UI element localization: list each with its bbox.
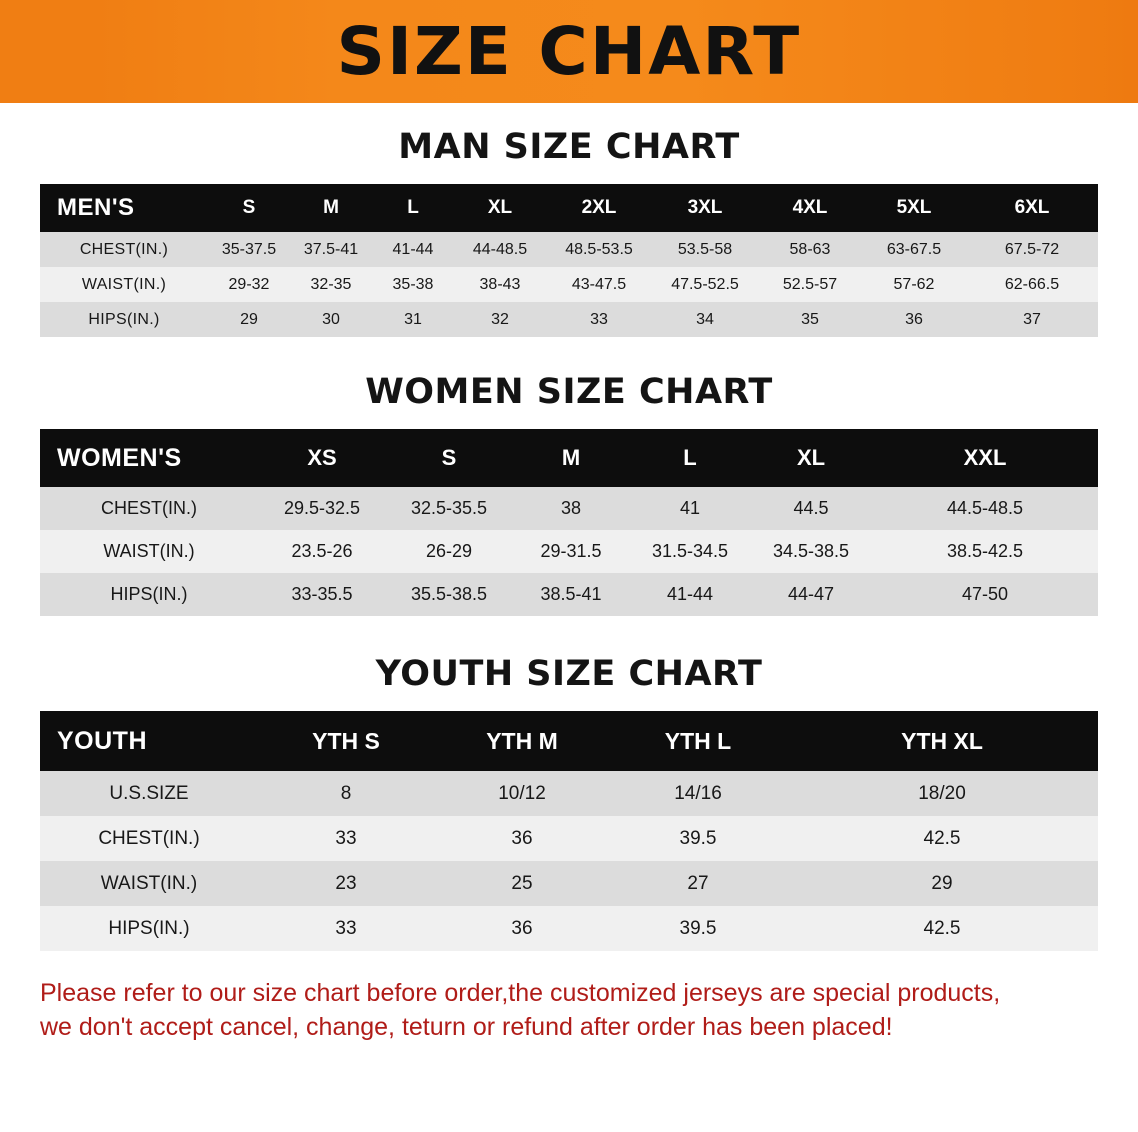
man-col-4xl: 4XL — [758, 184, 862, 232]
women-size-table — [40, 429, 1098, 616]
youth-ussize-l: 14/16 — [610, 771, 786, 816]
man-col-xl: XL — [454, 184, 546, 232]
women-chest-xs: 29.5-32.5 — [258, 487, 386, 530]
man-col-6xl: 6XL — [966, 184, 1098, 232]
women-col-l: L — [630, 429, 750, 487]
women-hips-xxl: 47-50 — [872, 573, 1098, 616]
table-row — [40, 487, 1098, 530]
youth-row-label-chest: CHEST(IN.) — [40, 816, 258, 861]
youth-row-label-waist: WAIST(IN.) — [40, 861, 258, 906]
youth-row-label-hips: HIPS(IN.) — [40, 906, 258, 951]
man-hips-l: 31 — [372, 302, 454, 337]
youth-chest-s: 33 — [258, 816, 434, 861]
women-chest-xl: 44.5 — [750, 487, 872, 530]
youth-hips-xl: 42.5 — [786, 906, 1098, 951]
women-table-head — [40, 429, 1098, 487]
youth-chest-l: 39.5 — [610, 816, 786, 861]
man-col-s: S — [208, 184, 290, 232]
man-col-m: M — [290, 184, 372, 232]
women-waist-xl: 34.5-38.5 — [750, 530, 872, 573]
table-header-row — [40, 429, 1098, 487]
man-hips-xl: 32 — [454, 302, 546, 337]
man-chest-l: 41-44 — [372, 232, 454, 267]
women-col-m: M — [512, 429, 630, 487]
man-hips-4xl: 35 — [758, 302, 862, 337]
youth-table-body — [40, 771, 1098, 951]
man-size-table — [40, 184, 1098, 337]
table-row — [40, 302, 1098, 337]
table-row — [40, 816, 1098, 861]
man-row-label-chest: CHEST(IN.) — [40, 232, 208, 267]
man-chest-xl: 44-48.5 — [454, 232, 546, 267]
youth-section-title: YOUTH SIZE CHART — [375, 654, 763, 694]
man-hips-5xl: 36 — [862, 302, 966, 337]
man-col-3xl: 3XL — [652, 184, 758, 232]
table-row — [40, 232, 1098, 267]
man-table-wrap — [0, 167, 1138, 337]
man-waist-4xl: 52.5-57 — [758, 267, 862, 302]
man-chest-3xl: 53.5-58 — [652, 232, 758, 267]
man-col-l: L — [372, 184, 454, 232]
man-waist-m: 32-35 — [290, 267, 372, 302]
women-waist-xxl: 38.5-42.5 — [872, 530, 1098, 573]
youth-row-label-ussize: U.S.SIZE — [40, 771, 258, 816]
youth-col-s: YTH S — [258, 711, 434, 771]
man-hips-2xl: 33 — [546, 302, 652, 337]
man-waist-6xl: 62-66.5 — [966, 267, 1098, 302]
women-waist-l: 31.5-34.5 — [630, 530, 750, 573]
man-waist-s: 29-32 — [208, 267, 290, 302]
man-chest-4xl: 58-63 — [758, 232, 862, 267]
man-chest-6xl: 67.5-72 — [966, 232, 1098, 267]
women-waist-s: 26-29 — [386, 530, 512, 573]
man-hips-m: 30 — [290, 302, 372, 337]
women-hips-m: 38.5-41 — [512, 573, 630, 616]
man-chest-m: 37.5-41 — [290, 232, 372, 267]
table-row — [40, 771, 1098, 816]
man-row-label-waist: WAIST(IN.) — [40, 267, 208, 302]
women-chest-xxl: 44.5-48.5 — [872, 487, 1098, 530]
man-col-5xl: 5XL — [862, 184, 966, 232]
man-section-title: MAN SIZE CHART — [398, 127, 740, 167]
youth-size-table — [40, 711, 1098, 951]
women-col-xs: XS — [258, 429, 386, 487]
man-chest-5xl: 63-67.5 — [862, 232, 966, 267]
youth-waist-l: 27 — [610, 861, 786, 906]
women-row-label-waist: WAIST(IN.) — [40, 530, 258, 573]
man-table-head — [40, 184, 1098, 232]
women-row-label-chest: CHEST(IN.) — [40, 487, 258, 530]
man-chest-2xl: 48.5-53.5 — [546, 232, 652, 267]
youth-ussize-s: 8 — [258, 771, 434, 816]
youth-col-xl: YTH XL — [786, 711, 1098, 771]
women-waist-m: 29-31.5 — [512, 530, 630, 573]
youth-hips-m: 36 — [434, 906, 610, 951]
table-row — [40, 267, 1098, 302]
youth-table-head — [40, 711, 1098, 771]
women-chest-s: 32.5-35.5 — [386, 487, 512, 530]
man-waist-l: 35-38 — [372, 267, 454, 302]
man-table-body — [40, 232, 1098, 337]
youth-hips-l: 39.5 — [610, 906, 786, 951]
table-row — [40, 573, 1098, 616]
table-row — [40, 861, 1098, 906]
table-row — [40, 906, 1098, 951]
table-header-row — [40, 184, 1098, 232]
table-header-row — [40, 711, 1098, 771]
disclaimer-line-2: we don't accept cancel, change, teturn or refund after order has been placed! — [40, 1012, 893, 1041]
youth-waist-s: 23 — [258, 861, 434, 906]
youth-col-l: YTH L — [610, 711, 786, 771]
women-waist-xs: 23.5-26 — [258, 530, 386, 573]
women-hips-xs: 33-35.5 — [258, 573, 386, 616]
man-hips-3xl: 34 — [652, 302, 758, 337]
youth-col-m: YTH M — [434, 711, 610, 771]
man-hips-s: 29 — [208, 302, 290, 337]
youth-hips-s: 33 — [258, 906, 434, 951]
man-row-label-hips: HIPS(IN.) — [40, 302, 208, 337]
man-hips-6xl: 37 — [966, 302, 1098, 337]
header-banner — [0, 0, 1138, 103]
women-col-xxl: XXL — [872, 429, 1098, 487]
man-waist-5xl: 57-62 — [862, 267, 966, 302]
man-waist-2xl: 43-47.5 — [546, 267, 652, 302]
youth-header-label: YOUTH — [40, 711, 258, 771]
women-header-label: WOMEN'S — [40, 429, 258, 487]
women-col-s: S — [386, 429, 512, 487]
man-waist-xl: 38-43 — [454, 267, 546, 302]
women-chest-l: 41 — [630, 487, 750, 530]
women-table-body — [40, 487, 1098, 616]
women-col-xl: XL — [750, 429, 872, 487]
women-row-label-hips: HIPS(IN.) — [40, 573, 258, 616]
youth-waist-m: 25 — [434, 861, 610, 906]
women-hips-s: 35.5-38.5 — [386, 573, 512, 616]
women-section-title: WOMEN SIZE CHART — [365, 372, 773, 412]
youth-table-wrap — [0, 694, 1138, 951]
youth-chest-m: 36 — [434, 816, 610, 861]
table-row — [40, 530, 1098, 573]
man-header-label: MEN'S — [40, 184, 208, 232]
women-hips-xl: 44-47 — [750, 573, 872, 616]
man-chest-s: 35-37.5 — [208, 232, 290, 267]
women-chest-m: 38 — [512, 487, 630, 530]
women-hips-l: 41-44 — [630, 573, 750, 616]
disclaimer-line-1: Please refer to our size chart before order,the customized jerseys are special products, — [40, 979, 1001, 1007]
man-col-2xl: 2XL — [546, 184, 652, 232]
women-table-wrap — [0, 412, 1138, 616]
man-waist-3xl: 47.5-52.5 — [652, 267, 758, 302]
youth-ussize-m: 10/12 — [434, 771, 610, 816]
youth-ussize-xl: 18/20 — [786, 771, 1098, 816]
disclaimer-note — [40, 977, 1098, 1045]
youth-waist-xl: 29 — [786, 861, 1098, 906]
youth-chest-xl: 42.5 — [786, 816, 1098, 861]
page-title: SIZE CHART — [336, 12, 802, 90]
